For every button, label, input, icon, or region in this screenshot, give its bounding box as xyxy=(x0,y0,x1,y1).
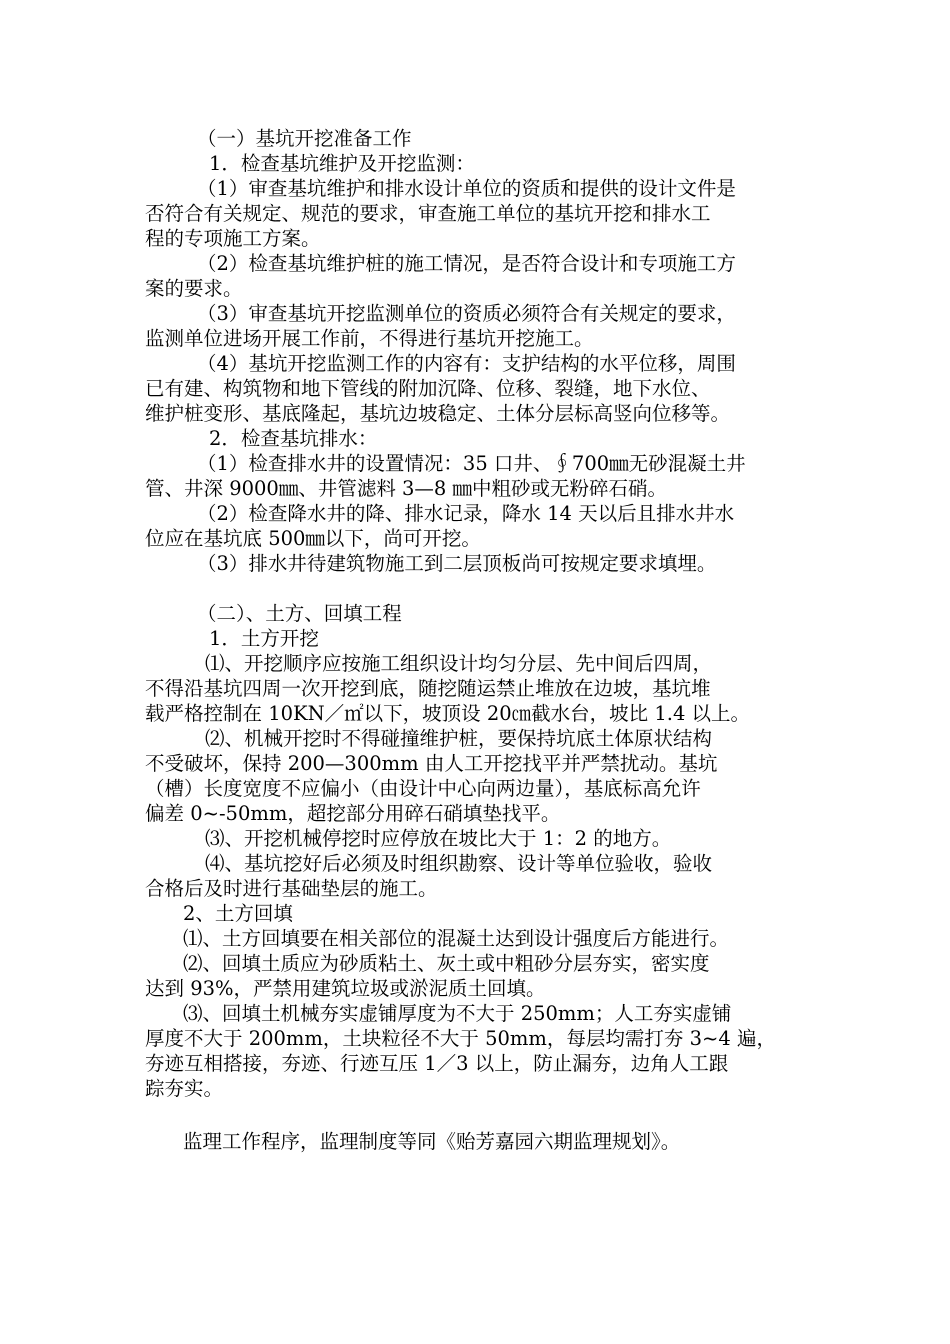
text-line: ⑴、开挖顺序应按施工组织设计均匀分层、先中间后四周， xyxy=(205,652,713,675)
section-heading: （一）基坑开挖准备工作 xyxy=(197,127,412,150)
text-line: 管、井深 9000㎜、井管滤料 3—8 ㎜中粗砂或无粉碎石硝。 xyxy=(145,477,668,500)
text-line: （槽）长度宽度不应偏小（由设计中心向两边量），基底标高允许 xyxy=(145,777,701,800)
subsection-heading: 2、土方回填 xyxy=(183,902,293,925)
text-line: 不受破坏，保持 200—300mm 由人工开挖找平并严禁扰动。基坑 xyxy=(145,752,718,775)
text-line: ⑷、基坑挖好后必须及时组织勘察、设计等单位验收，验收 xyxy=(205,852,713,875)
text-line: 不得沿基坑四周一次开挖到底，随挖随运禁止堆放在边坡，基坑堆 xyxy=(145,677,711,700)
paragraph-gap xyxy=(145,576,811,601)
text-line: 夯迹互相搭接，夯迹、行迹互压 1／3 以上，防止漏夯，边角人工跟 xyxy=(145,1052,729,1075)
subsection-heading: 1．土方开挖 xyxy=(209,627,319,650)
text-line: ⑵、回填土质应为砂质粘土、灰土或中粗砂分层夯实，密实度 xyxy=(183,952,710,975)
text-line: 合格后及时进行基础垫层的施工。 xyxy=(145,877,438,900)
section-heading: （二）、土方、回填工程 xyxy=(197,602,402,625)
text-line: 踪夯实。 xyxy=(145,1077,224,1100)
closing-statement: 监理工作程序，监理制度等同《贻芳嘉园六期监理规划》。 xyxy=(183,1130,681,1153)
text-line: 已有建、构筑物和地下管线的附加沉降、位移、裂缝，地下水位、 xyxy=(145,377,711,400)
text-line: 偏差 0~-50mm，超挖部分用碎石硝填垫找平。 xyxy=(145,802,561,825)
subsection-heading: 2．检查基坑排水： xyxy=(209,427,378,450)
text-line: 维护桩变形、基底隆起，基坑边坡稳定、土体分层标高竖向位移等。 xyxy=(145,402,731,425)
text-line: ⑶、开挖机械停挖时应停放在坡比大于 1：2 的地方。 xyxy=(205,827,672,850)
text-line: 否符合有关规定、规范的要求，审查施工单位的基坑开挖和排水工 xyxy=(145,202,711,225)
text-line: 载严格控制在 10KN／㎡以下，坡顶设 20㎝截水台，坡比 1.4 以上。 xyxy=(145,702,751,725)
text-line: 位应在基坑底 500㎜以下，尚可开挖。 xyxy=(145,527,481,550)
text-line: （2）检查降水井的降、排水记录，降水 14 天以后且排水井水 xyxy=(197,502,735,525)
paragraph-gap xyxy=(145,1101,811,1129)
text-line: （4）基坑开挖监测工作的内容有：支护结构的水平位移，周围 xyxy=(197,352,736,375)
text-line: 案的要求。 xyxy=(145,277,243,300)
subsection-heading: 1．检查基坑维护及开挖监测： xyxy=(209,152,475,175)
text-line: ⑶、回填土机械夯实虚铺厚度为不大于 250mm；人工夯实虚铺 xyxy=(183,1002,732,1025)
text-line: ⑵、机械开挖时不得碰撞维护桩，要保持坑底土体原状结构 xyxy=(205,727,713,750)
text-line: （1）检查排水井的设置情况：35 口井、∮700㎜无砂混凝土井 xyxy=(197,452,746,475)
text-line: 程的专项施工方案。 xyxy=(145,227,321,250)
text-line: （2）检查基坑维护桩的施工情况，是否符合设计和专项施工方 xyxy=(197,252,736,275)
text-line: 厚度不大于 200mm，土块粒径不大于 50mm，每层均需打夯 3~4 遍， xyxy=(145,1027,776,1050)
text-line: （3）审查基坑开挖监测单位的资质必须符合有关规定的要求， xyxy=(197,302,736,325)
text-line: 达到 93%，严禁用建筑垃圾或淤泥质土回填。 xyxy=(145,977,546,1000)
text-line: （1）审查基坑维护和排水设计单位的资质和提供的设计文件是 xyxy=(197,177,736,200)
text-line: （3）排水井待建筑物施工到二层顶板尚可按规定要求填埋。 xyxy=(197,552,717,575)
document-body xyxy=(145,126,811,1154)
text-line: 监测单位进场开展工作前，不得进行基坑开挖施工。 xyxy=(145,327,594,350)
text-line: ⑴、土方回填要在相关部位的混凝土达到设计强度后方能进行。 xyxy=(183,927,730,950)
